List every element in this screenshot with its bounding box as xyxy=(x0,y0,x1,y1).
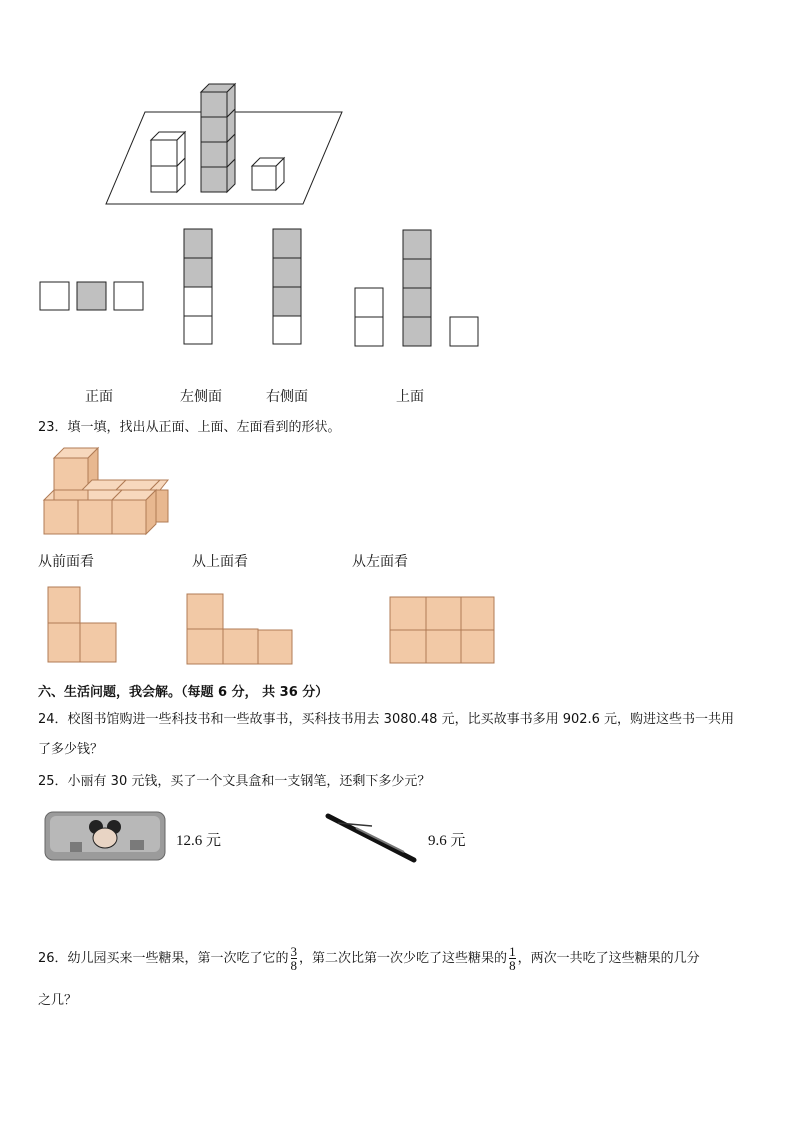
view-label-right: 右侧面 xyxy=(266,389,308,405)
view-label-front: 正面 xyxy=(85,389,113,405)
q23-view-top-label: 从上面看 xyxy=(192,554,248,570)
q23-prompt: 23．填一填，找出从正面、上面、左面看到的形状。 xyxy=(38,420,341,435)
frac1-denominator: 8 xyxy=(290,958,298,973)
fraction-3-8 xyxy=(291,945,298,972)
frac2-denominator: 8 xyxy=(509,958,516,973)
q26-part2: ，第二次比第一次少吃了这些糖果的 xyxy=(299,951,508,966)
frac2-numerator: 1 xyxy=(509,944,516,959)
view-label-top: 上面 xyxy=(396,389,424,405)
q24-line1: 24．校图书馆购进一些科技书和一些故事书，买科技书用去 3080.48 元，比买故事书多用 902.6 元，购进这些书一共用 xyxy=(38,712,735,727)
q25-prompt: 25．小丽有 30 元钱，买了一个文具盒和一支钢笔，还剩下多少元？ xyxy=(38,774,431,789)
fraction-1-8 xyxy=(509,945,516,972)
section-heading: 六、生活问题，我会解。（每题 6 分， 共 36 分） xyxy=(38,685,329,700)
view-label-left: 左侧面 xyxy=(180,389,222,405)
q26-line2: 之几？ xyxy=(38,993,78,1008)
q24-line2: 了多少钱？ xyxy=(38,742,104,757)
q26-line1 xyxy=(38,942,700,976)
q26-part3: ，两次一共吃了这些糖果的几分 xyxy=(517,951,700,966)
q23-view-left-label: 从左面看 xyxy=(352,554,408,570)
frac1-numerator: 3 xyxy=(290,944,298,959)
pen-price: 9.6 元 xyxy=(428,833,466,849)
q26-part1: 26．幼儿园买来一些糖果，第一次吃了它的 xyxy=(38,951,289,966)
pencil-case-price: 12.6 元 xyxy=(176,833,222,849)
q23-view-front-label: 从前面看 xyxy=(38,554,94,570)
